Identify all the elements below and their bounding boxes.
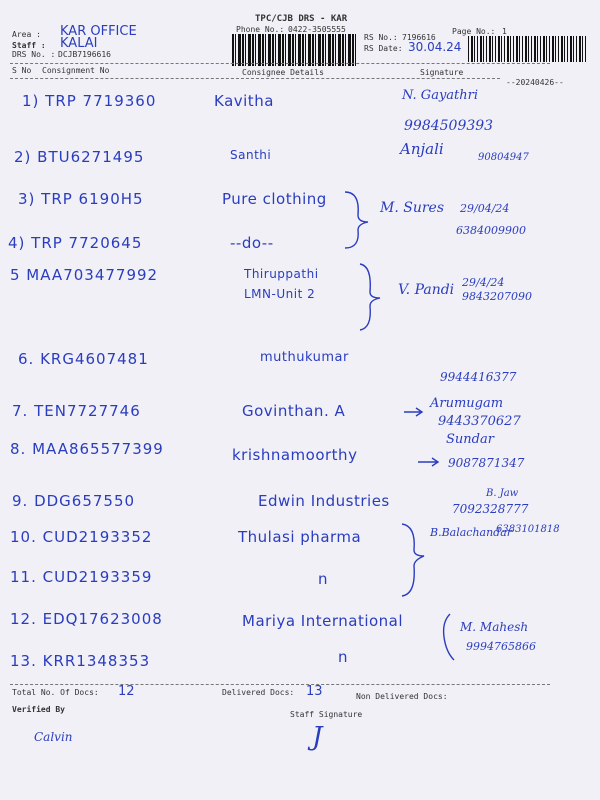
rs-no-label: RS No.:	[364, 33, 398, 42]
col-signature: Signature	[420, 68, 464, 77]
phone-number: 7092328777	[452, 502, 529, 516]
phone-value: 0422-3505555	[288, 25, 346, 34]
divider	[10, 78, 500, 79]
consignee-name: krishnamoorthy	[232, 446, 358, 464]
delivered-docs-label: Delivered Docs:	[222, 688, 295, 697]
consignee-name: Edwin Industries	[258, 492, 390, 510]
signature: Arumugam	[430, 396, 504, 411]
consignee-name: muthukumar	[260, 350, 349, 365]
staff-signature: J	[312, 722, 323, 752]
drs-value: DCJB7196616	[58, 50, 111, 59]
phone-number: 9443370627	[438, 414, 521, 429]
signature: Sundar	[446, 432, 494, 447]
consignee-name: Thulasi pharma	[238, 528, 362, 546]
staff-value: KALAI	[60, 36, 98, 51]
date-stamp: --20240426--	[506, 78, 564, 87]
rs-no-value: 7196616	[402, 33, 436, 42]
brace-mark	[440, 612, 470, 662]
consignee-name: Mariya International	[242, 612, 404, 630]
arrow-icon	[402, 406, 432, 418]
consignment-number: 13. KRR1348353	[10, 652, 151, 670]
consignment-number: 4) TRP 7720645	[8, 234, 143, 252]
consignee-name: n	[318, 570, 329, 588]
consignment-number: 3) TRP 6190H5	[18, 190, 144, 208]
consignee-name: Pure clothing	[222, 190, 327, 208]
phone-number: 9984509393	[404, 118, 494, 134]
phone-number: 90804947	[478, 152, 529, 163]
phone-number: 29/4/24 9843207090	[462, 276, 532, 303]
area-value: KAR OFFICE	[60, 24, 137, 39]
consignment-number: 11. CUD2193359	[10, 568, 153, 586]
non-delivered-docs-label: Non Delivered Docs:	[356, 692, 448, 701]
consignee-name: Kavitha	[214, 92, 274, 110]
consignment-number: 9. DDG657550	[12, 492, 136, 510]
page-label: Page No.:	[452, 27, 496, 36]
consignment-number: 12. EDQ17623008	[10, 610, 163, 628]
consignment-number: 5 MAA703477992	[10, 266, 159, 284]
phone-number: 9994765866	[466, 640, 536, 653]
signature: B. Jaw	[486, 488, 519, 499]
phone-number: 6383101818	[496, 524, 560, 535]
brace-mark	[356, 262, 386, 332]
consignment-number: 1) TRP 7719360	[22, 92, 157, 110]
consignment-number: 8. MAA865577399	[10, 440, 164, 458]
consignment-number: 6. KRG4607481	[18, 350, 149, 368]
phone-number: 9944416377	[440, 370, 517, 384]
signature: M. Sures	[380, 200, 445, 216]
phone-number: 9087871347	[448, 456, 525, 470]
col-consignee: Consignee Details	[242, 68, 324, 77]
delivered-docs-value: 13	[306, 684, 323, 699]
arrow-icon	[416, 456, 446, 468]
rs-date-value: 30.04.24	[408, 40, 462, 54]
date-written: 29/04/24	[460, 202, 510, 215]
barcode-secondary	[468, 36, 588, 62]
rs-date-label: RS Date:	[364, 44, 403, 53]
center-title: TPC/CJB DRS - KAR	[255, 14, 348, 24]
consignment-number: 10. CUD2193352	[10, 528, 153, 546]
consignment-number: 2) BTU6271495	[14, 148, 145, 166]
signature: V. Pandi	[398, 282, 455, 298]
consignee-name: n	[338, 648, 349, 666]
signature: M. Mahesh	[460, 620, 529, 634]
consignee-name: Govinthan. A	[242, 402, 346, 420]
barcode	[232, 34, 356, 66]
consignment-number: 7. TEN7727746	[12, 402, 141, 420]
total-docs-value: 12	[118, 684, 135, 699]
col-consignment: Consignment No	[42, 66, 110, 75]
drs-label: DRS No. :	[12, 50, 56, 59]
col-sno: S No	[12, 66, 32, 75]
brace-mark	[396, 520, 436, 600]
area-label: Area :	[12, 30, 41, 39]
divider	[10, 63, 550, 64]
signature: N. Gayathri	[402, 88, 479, 103]
verified-by-label: Verified By	[12, 705, 65, 714]
signature: B.Balachandar	[430, 526, 513, 539]
staff-label: Staff :	[12, 41, 46, 50]
staff-signature-label: Staff Signature	[290, 710, 363, 719]
page-value: 1	[502, 27, 507, 36]
verified-signature: Calvin	[34, 730, 73, 744]
consignee-name: Thiruppathi LMN-Unit 2	[244, 267, 319, 301]
total-docs-label: Total No. Of Docs:	[12, 688, 99, 697]
divider	[10, 684, 550, 685]
signature: Anjali	[400, 140, 444, 158]
consignee-name: Santhi	[230, 148, 272, 162]
phone-label: Phone No.:	[236, 25, 285, 34]
consignee-name: --do--	[230, 234, 274, 252]
phone-number: 6384009900	[456, 224, 526, 237]
brace-mark	[340, 190, 380, 250]
